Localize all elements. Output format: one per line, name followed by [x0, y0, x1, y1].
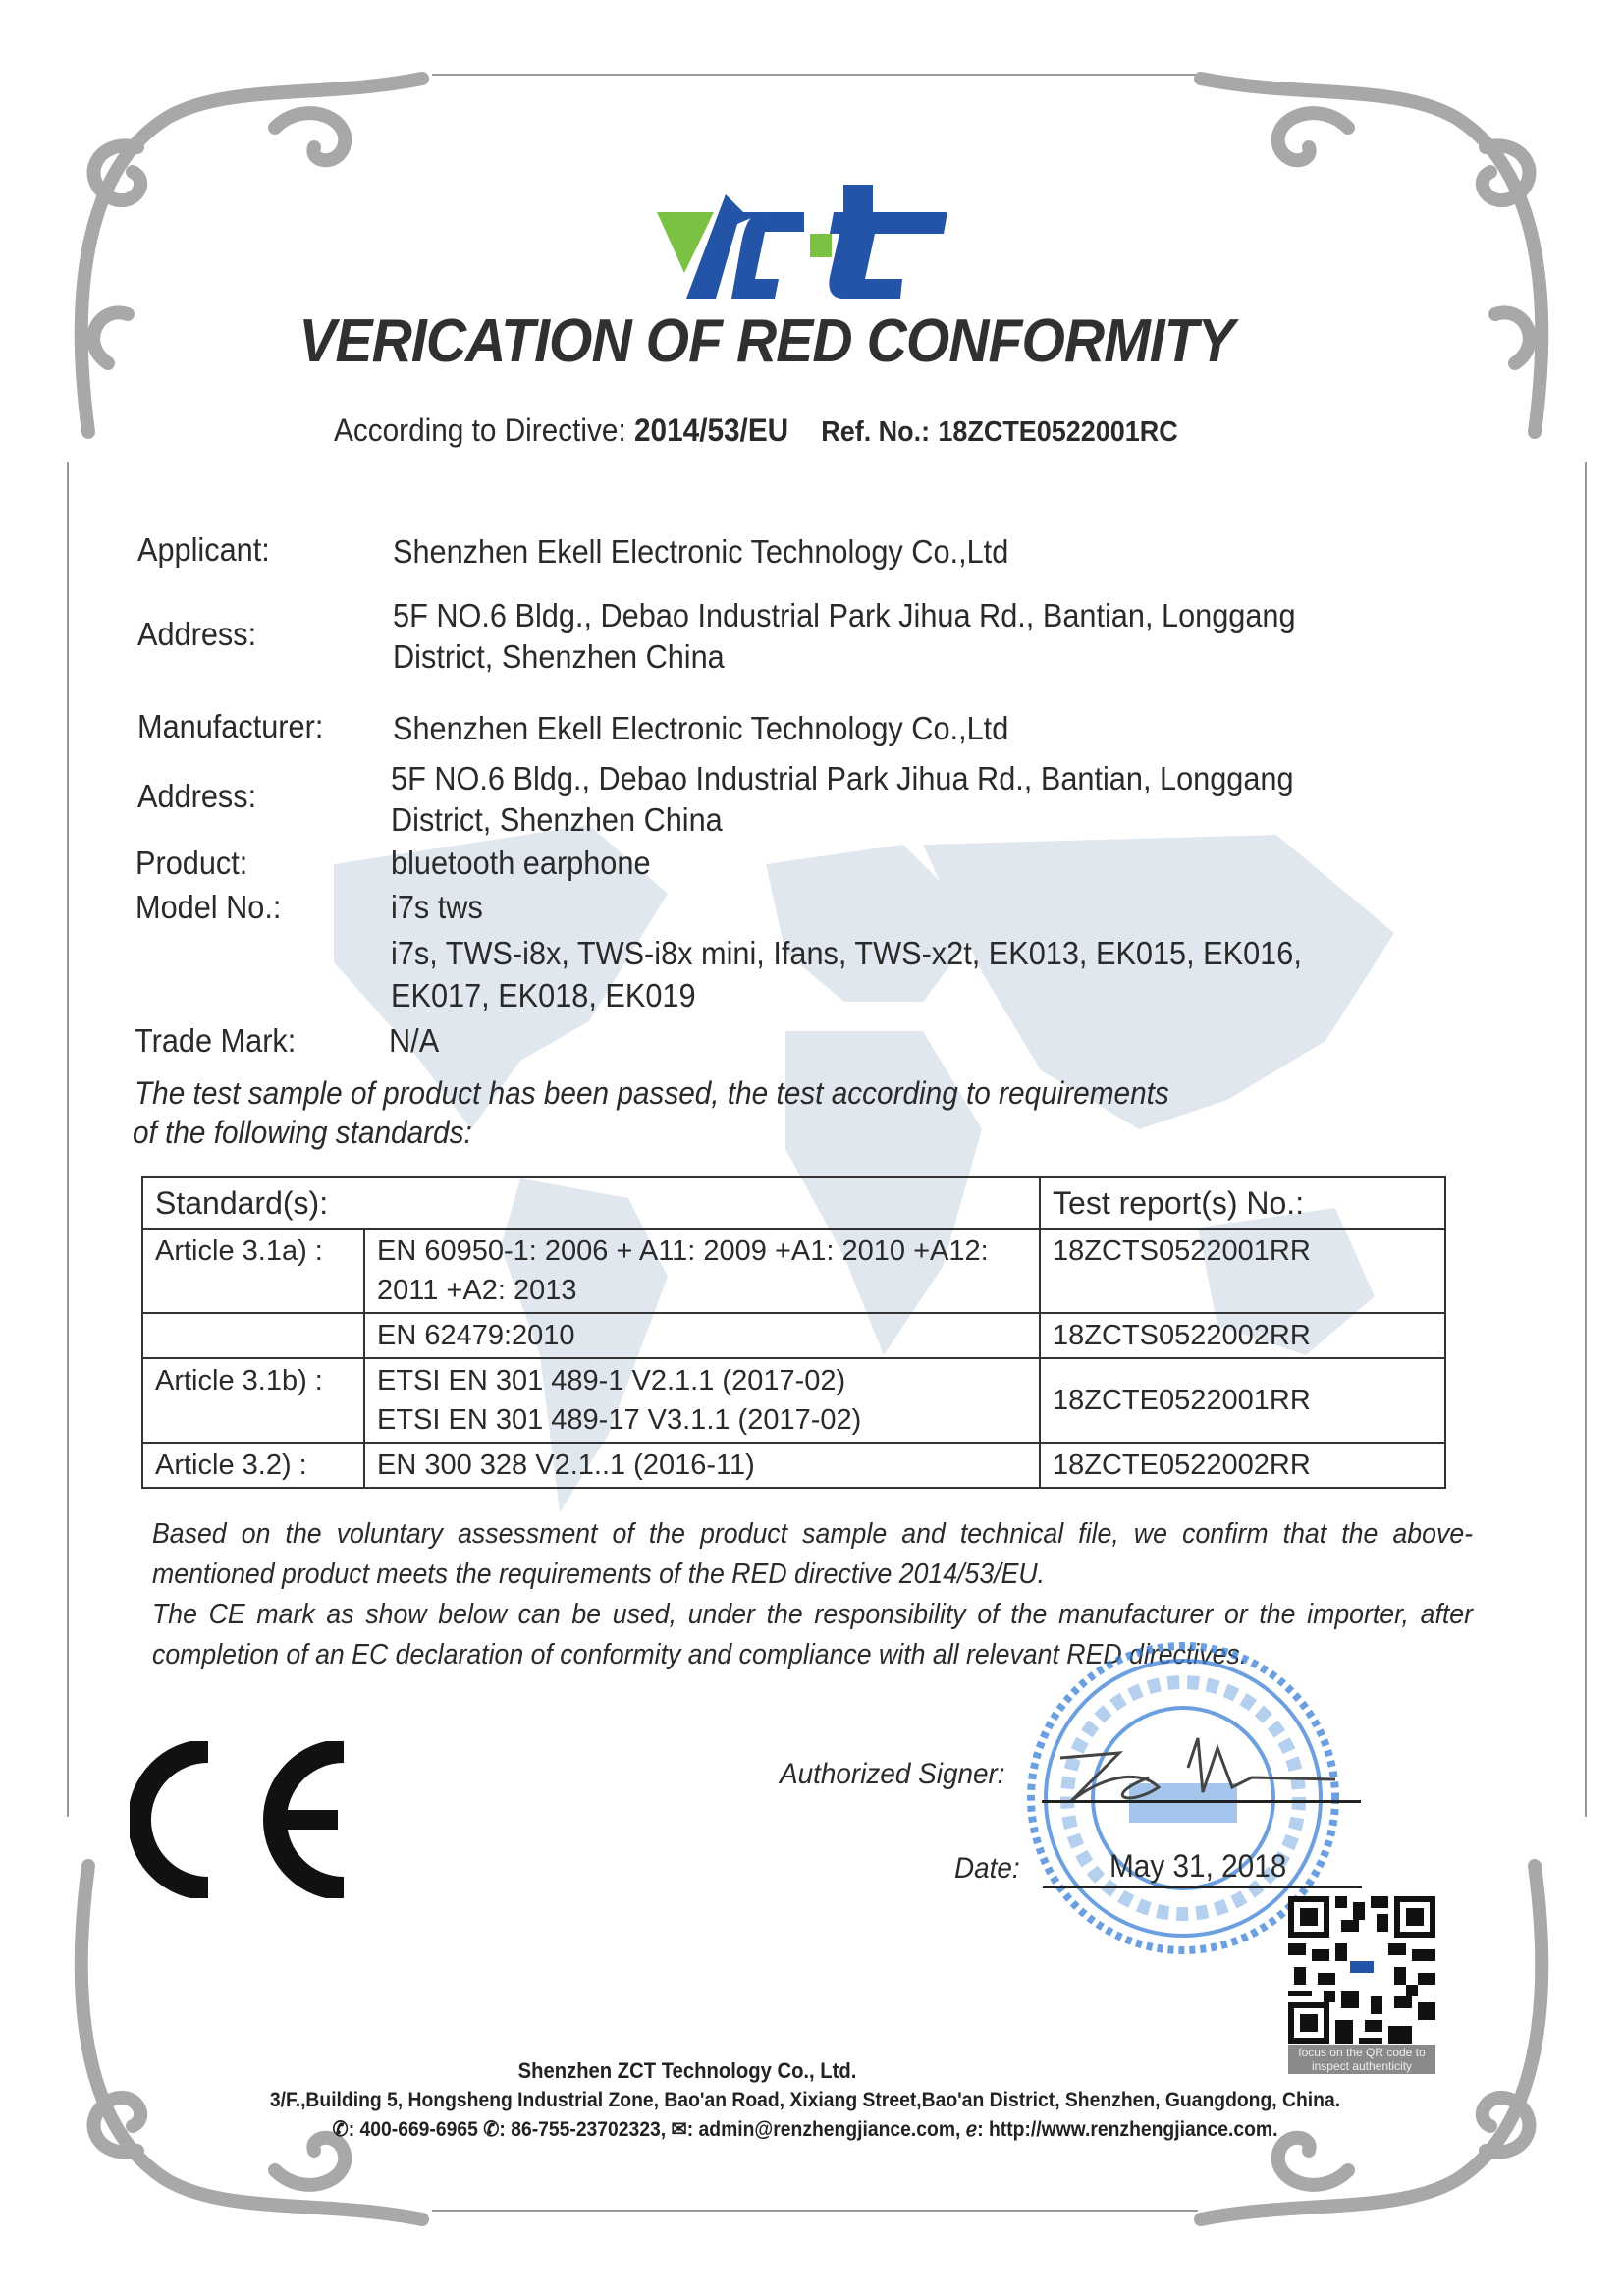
statement-line2: of the following standards:: [133, 1115, 472, 1150]
conclusion-para1: Based on the voluntary assessment of the product sample and technical file, we confirm that the above-mentioned product meets the requirements of the RED directive 2014/53/EU.: [152, 1518, 1474, 1590]
footer-company: Shenzhen ZCT Technology Co., Ltd.: [517, 2058, 857, 2083]
standards-and-conclusion: [141, 1176, 1474, 1675]
ref-value: 18ZCTE0522001RC: [938, 416, 1178, 448]
web-icon: ℯ: [965, 2118, 978, 2141]
address2-label: Address:: [137, 778, 257, 814]
standard-line: ETSI EN 301 489-17 V3.1.1 (2017-02): [377, 1404, 862, 1436]
report-cell: 18ZCTS0522001RR: [1040, 1229, 1445, 1313]
ce-mark-icon: [130, 1741, 352, 1898]
table-header-row: [142, 1177, 1445, 1229]
footer-contacts: [200, 2117, 1411, 2142]
date-line: [1043, 1886, 1362, 1888]
qr-caption-line1: focus on the QR code to: [1298, 2046, 1426, 2059]
manufacturer-value: Shenzhen Ekell Electronic Technology Co.,Ltd: [393, 710, 1009, 746]
table-row: [142, 1358, 1445, 1443]
frame-left-line: [67, 462, 69, 1817]
header-reports: Test report(s) No.:: [1040, 1177, 1445, 1229]
models-line1: i7s, TWS-i8x, TWS-i8x mini, Ifans, TWS-x2t, EK013, EK015, EK016,: [391, 935, 1302, 971]
signer-line: [1042, 1800, 1361, 1803]
address1-line1: 5F NO.6 Bldg., Debao Industrial Park Jihua Rd., Bantian, Longgang: [393, 597, 1296, 633]
frame-right-line: [1585, 462, 1587, 1817]
standards-table: [141, 1176, 1446, 1489]
trademark-label: Trade Mark:: [135, 1022, 297, 1059]
models-line2: EK017, EK018, EK019: [391, 977, 696, 1013]
frame-bottom-line: [432, 2210, 1198, 2212]
model-value: i7s tws: [391, 889, 483, 925]
ref-label: Ref. No.:: [821, 416, 931, 448]
table-row: [142, 1229, 1445, 1313]
applicant-value: Shenzhen Ekell Electronic Technology Co.,Ltd: [393, 533, 1009, 570]
qr-caption-line2: inspect authenticity: [1311, 2059, 1413, 2073]
phone2: : 86-755-23702323,: [499, 2118, 667, 2141]
product-value: bluetooth earphone: [391, 845, 651, 881]
date-label: Date:: [954, 1852, 1020, 1885]
directive-label: According to Directive:: [334, 412, 626, 448]
directive-value: 2014/53/EU: [633, 412, 789, 448]
date-value: May 31, 2018: [1109, 1848, 1287, 1884]
standard-cell: EN 60950-1: 2006 + A11: 2009 +A1: 2010 +A12: 2011 +A2: 2013: [364, 1229, 1040, 1313]
phone1: : 400-669-6965: [348, 2118, 478, 2141]
table-row: [142, 1313, 1445, 1358]
standard-cell: EN 62479:2010: [364, 1313, 1040, 1358]
article-cell: Article 3.2) :: [142, 1443, 364, 1488]
corner-ornament-icon: [29, 1846, 442, 2259]
website[interactable]: : http://www.renzhengjiance.com.: [977, 2118, 1278, 2141]
qr-code[interactable]: [1288, 1896, 1435, 2044]
table-row: [142, 1443, 1445, 1488]
product-label: Product:: [135, 845, 248, 881]
address2-line2: District, Shenzhen China: [391, 801, 723, 838]
address2-line1: 5F NO.6 Bldg., Debao Industrial Park Jihua Rd., Bantian, Longgang: [391, 760, 1294, 796]
directive-line: [334, 412, 1178, 449]
certificate-title: VERICATION OF RED CONFORMITY: [298, 307, 1234, 375]
report-cell: 18ZCTE0522001RR: [1040, 1358, 1445, 1443]
applicant-label: Applicant:: [137, 531, 270, 568]
article-cell: [142, 1313, 364, 1358]
corner-ornament-icon: [1181, 39, 1594, 452]
address1-label: Address:: [137, 616, 257, 652]
address1-line2: District, Shenzhen China: [393, 638, 725, 675]
zct-logo: [657, 185, 1004, 299]
qr-caption: [1288, 2045, 1435, 2074]
conclusion-para2: The CE mark as show below can be used, under the responsibility of the manufacturer or the importer, after completion of an EC declaration of conformity and compliance with all relevant RED directives.: [152, 1599, 1474, 1670]
footer-address: 3/F.,Building 5, Hongsheng Industrial Zone, Bao'an Road, Xixiang Street,Bao'an District, Shenzhen, Guangdong, China.: [269, 2089, 1341, 2111]
standard-cell: [364, 1358, 1040, 1443]
article-cell: Article 3.1b) :: [142, 1358, 364, 1443]
report-cell: 18ZCTS0522002RR: [1040, 1313, 1445, 1358]
phone-icon: ✆: [332, 2118, 349, 2141]
signer-label: Authorized Signer:: [780, 1758, 1005, 1790]
corner-ornament-icon: [29, 39, 442, 452]
model-label: Model No.:: [135, 889, 282, 925]
article-cell: Article 3.1a) :: [142, 1229, 364, 1313]
trademark-value: N/A: [389, 1022, 440, 1059]
phone-icon: ✆: [483, 2118, 500, 2141]
standard-line: ETSI EN 301 489-1 V2.1.1 (2017-02): [377, 1365, 846, 1396]
report-cell: 18ZCTE0522002RR: [1040, 1443, 1445, 1488]
frame-top-line: [432, 74, 1198, 76]
header-standards: Standard(s):: [142, 1177, 1040, 1229]
manufacturer-label: Manufacturer:: [137, 708, 324, 744]
statement-line1: The test sample of product has been passed, the test according to requirements: [135, 1075, 1169, 1111]
standard-cell: EN 300 328 V2.1..1 (2016-11): [364, 1443, 1040, 1488]
email-icon: ✉: [671, 2118, 687, 2141]
email[interactable]: : admin@renzhengjiance.com,: [686, 2118, 961, 2141]
